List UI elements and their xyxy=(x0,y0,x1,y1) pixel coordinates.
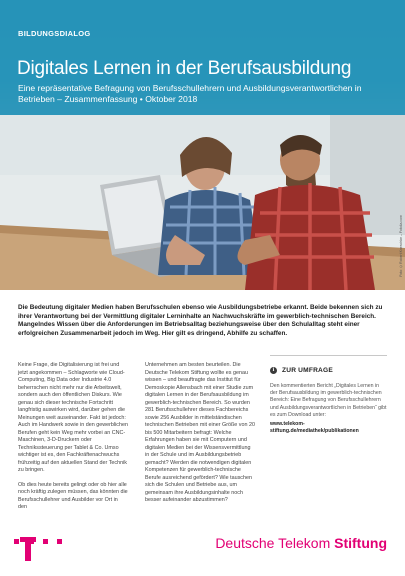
intro-paragraph: Die Bedeutung digitaler Medien haben Berufsschulen ebenso wie Ausbildungsbetriebe erkannt. Beide bekennen sich zu ihrer Verantwortung bei der Vermittlung digitaler Lerninhalte an Nachwuchskräfte im gewerblich-technischen Bereich. Mangelndes Wissen über die Anforderungen im Betriebsalltag beziehungsweise über den Schulalltag steht einer erfolgreichen Zusammenarbeit jedoch im Weg. Hier gilt es dringend, Abhilfe zu schaffen. xyxy=(18,304,383,337)
sidebar-survey-info xyxy=(270,367,387,435)
page-title: Digitales Lernen in der Berufsausbildung xyxy=(17,58,352,79)
sidebar-title: ZUR UMFRAGE xyxy=(282,367,333,374)
series-label: BILDUNGSDIALOG xyxy=(18,29,91,38)
brand-suffix: Stiftung xyxy=(334,535,387,551)
photo-credit: Foto: ©Robert Kneschke – Fotolia.com xyxy=(399,215,403,277)
brand-name: Deutsche Telekom xyxy=(215,535,335,551)
body-paragraph: Keine Frage, die Digitalisierung ist frei und jetzt angekommen – Schlagworte wie Cloud-Computing, Big Data oder Industrie 4.0 beherrschen nicht mehr nur die Arbeitswelt, sondern auch den öffentlichen Diskurs. Wie genau sich dieser technische Fortschritt langfristig auswirken wird, darüber gehen die Meinungen weit auseinander. Fakt ist jedoch: Auch im Handwerk sowie in den gewerblichen Berufen geht kein Weg mehr vorbei an CNC-Maschinen, 3-D-Druckern oder Technikssteuerung per Tablet & Co. Umso wichtiger ist es, den Fachkräftenachwuchs frühzeitig auf den aktuellen Stand der Technik zu bringen. xyxy=(18,362,128,473)
telekom-logo-icon xyxy=(14,537,76,561)
body-paragraph: Ob dies heute bereits gelingt oder ob hier alle noch kräftig zulegen müssen, das könnten die Berufsschullehrer und Ausbilder vor Ort in den xyxy=(18,481,128,510)
info-icon: i xyxy=(270,367,277,374)
publications-link[interactable]: www.telekom-stiftung.de/mediathek/publikationen xyxy=(270,421,359,435)
brand-wordmark xyxy=(215,535,387,551)
body-column-2 xyxy=(145,362,255,512)
sidebar-text: Den kommentierten Bericht „Digitales Lernen in der Berufsausbildung im gewerblich-technischen Bereich: Eine Befragung von Berufsschullehrern und Ausbildungsverantwortlichen in Betrieben“ gibt es zum Download unter: xyxy=(270,383,387,418)
body-paragraph: Unternehmen am besten beurteilen. Die Deutsche Telekom Stiftung wollte es genau wissen – und beauftragte das Institut für Demoskopie Allensbach mit einer Studie zum digitalen Lernen in der Berufsausbildung im gewerblich-technischen Bereich. So wurden 281 Berufsschullehrer dieses Fachbereichs sowie 256 Ausbilder in mittelständischen technischen Betrieben mit einer Größe von 20 bis 500 Mitarbeitern befragt: Welche Erfahrungen haben sie mit Computern und digitalen Medien bei der Wissensvermittlung in der Schule und im Ausbildungsbetrieb gemacht? Werden die notwendigen digitalen Kompetenzen für gewerblich-technische Berufe ausreichend gefördert? Wie tauschen sich die Schulen und Betriebe aus, um gemeinsam ihre Ausbildungsinhalte noch besser aufeinander abzustimmen? xyxy=(145,362,255,503)
page-subtitle: Eine repräsentative Befragung von Berufsschullehrern und Ausbildungsverantwortlichen in Betrieben – Zusammenfassung • Oktober 2018 xyxy=(18,83,362,104)
sidebar-header xyxy=(270,367,387,374)
hero-photo xyxy=(0,115,405,290)
body-column-1 xyxy=(18,362,128,519)
sidebar-divider xyxy=(270,355,387,356)
